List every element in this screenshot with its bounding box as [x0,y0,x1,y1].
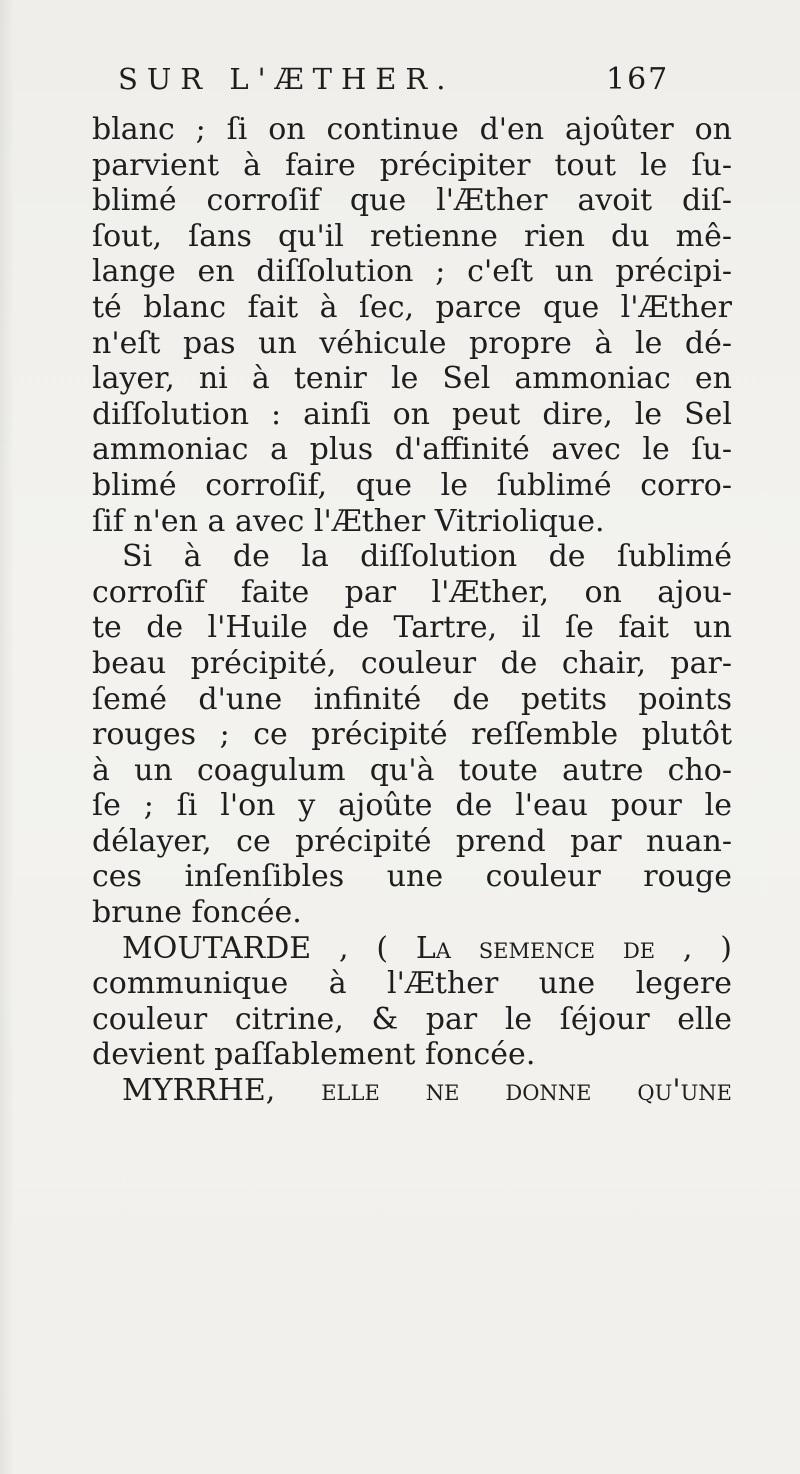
text-line: te de l'Huile de Tartre, il ſe fait un [92,610,732,646]
text-line-entry-heading: MOUTARDE , ( La ſemence de , ) [122,930,732,966]
text-line: blimé corroſif, que le ſublimé corro- [92,467,732,503]
text-line: délayer, ce précipité prend par nuan- [92,823,732,859]
text-line: brune foncée. [92,895,302,931]
text-line: ſe ; ſi l'on y ajoûte de l'eau pour le [92,788,732,824]
text-line: devient paſſablement foncée. [92,1037,536,1073]
body-text [92,112,732,1109]
text-line: couleur citrine, & par le ſéjour elle [92,1001,732,1037]
text-line: Si à de la diſſolution de ſublimé [122,539,732,575]
text-line: ces inſenſibles une couleur rouge [92,859,732,895]
text-line: té blanc fait à ſec, parce que l'Æther [92,289,732,325]
text-line: communique à l'Æther une legere [92,966,732,1002]
text-line: lange en diſſolution ; c'eſt un précipi- [92,254,732,290]
text-line: corroſif faite par l'Æther, on ajou- [92,574,732,610]
text-line: ſout, ſans qu'il retienne rien du mê- [92,218,732,254]
running-head-title: SUR L'ÆTHER. [118,62,455,96]
page-edge-shadow [0,0,14,1474]
text-line-entry-heading: MYRRHE, elle ne donne qu'une [122,1073,732,1109]
page-number: 167 [606,62,670,97]
text-line: layer, ni à tenir le Sel ammoniac en [92,361,732,397]
text-line: ſemé d'une infinité de petits points [92,681,732,717]
text-line: ſif n'en a avec l'Æther Vitriolique. [92,503,605,539]
text-line: n'eſt pas un véhicule propre à le dé- [92,325,732,361]
text-line: rouges ; ce précipité reſſemble plutôt [92,717,732,753]
text-line: diſſolution : ainſi on peut dire, le Sel [92,396,732,432]
text-line: blimé corroſif que l'Æther avoit diſ- [92,183,732,219]
running-head [118,62,718,96]
text-line: parvient à faire précipiter tout le ſu- [92,147,732,183]
text-line: à un coagulum qu'à toute autre cho- [92,752,732,788]
text-line: beau précipité, couleur de chair, par- [92,645,732,681]
text-line: ammoniac a plus d'affinité avec le ſu- [92,432,732,468]
text-line: blanc ; ſi on continue d'en ajoûter on [92,112,732,147]
